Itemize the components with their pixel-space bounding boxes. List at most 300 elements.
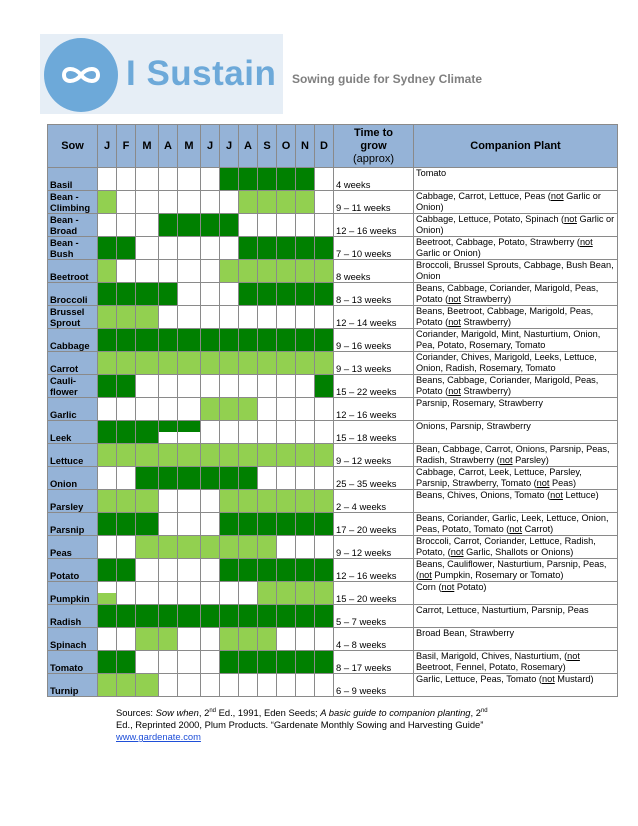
sowing-bar-dark bbox=[277, 605, 295, 616]
sowing-bar-dark bbox=[178, 421, 200, 432]
time-to-grow: 15 – 18 weeks bbox=[334, 421, 414, 444]
sowing-bar-dark bbox=[296, 513, 314, 524]
month-cell bbox=[136, 467, 159, 490]
header-companion-plant: Companion Plant bbox=[414, 125, 618, 168]
sowing-bar-light bbox=[220, 363, 238, 374]
month-cell bbox=[220, 283, 239, 306]
month-cell bbox=[178, 375, 201, 398]
month-cell bbox=[258, 582, 277, 605]
month-cell bbox=[136, 444, 159, 467]
sowing-bar-dark bbox=[98, 294, 116, 305]
time-to-grow: 9 – 12 weeks bbox=[334, 444, 414, 467]
plant-name: Bean - Bush bbox=[48, 237, 98, 260]
sowing-bar-dark bbox=[220, 214, 238, 225]
sowing-bar-light bbox=[315, 593, 333, 604]
month-cell bbox=[201, 605, 220, 628]
table-row bbox=[48, 444, 618, 467]
sowing-bar-dark bbox=[258, 179, 276, 190]
sowing-bar-light bbox=[258, 260, 276, 271]
sowing-bar-light bbox=[98, 202, 116, 213]
month-cell bbox=[201, 375, 220, 398]
month-cell bbox=[220, 329, 239, 352]
month-cell bbox=[220, 490, 239, 513]
month-cell bbox=[239, 628, 258, 651]
sowing-bar-light bbox=[239, 536, 257, 547]
sowing-bar-light bbox=[258, 593, 276, 604]
plant-name: Cauli- flower bbox=[48, 375, 98, 398]
month-cell bbox=[117, 283, 136, 306]
month-cell bbox=[258, 559, 277, 582]
sowing-bar-dark bbox=[277, 294, 295, 305]
month-cell bbox=[159, 651, 178, 674]
month-cell bbox=[220, 214, 239, 237]
header-month: J bbox=[98, 125, 117, 168]
sowing-bar-dark bbox=[117, 237, 135, 248]
month-cell bbox=[296, 421, 315, 444]
month-cell bbox=[239, 559, 258, 582]
sowing-bar-dark bbox=[315, 662, 333, 673]
sowing-bar-dark bbox=[98, 662, 116, 673]
header-time-line2: grow bbox=[360, 139, 387, 152]
sowing-bar-light bbox=[98, 490, 116, 501]
table-row bbox=[48, 168, 618, 191]
companion-plants: Garlic, Lettuce, Peas, Tomato (not Mustard) bbox=[414, 674, 618, 697]
sowing-bar-dark bbox=[98, 651, 116, 662]
sowing-bar-light bbox=[201, 547, 219, 558]
sowing-bar-dark bbox=[98, 421, 116, 432]
sowing-bar-dark bbox=[258, 605, 276, 616]
table-row bbox=[48, 651, 618, 674]
sowing-bar-light bbox=[258, 444, 276, 455]
plant-name: Parsnip bbox=[48, 513, 98, 536]
companion-plants: Coriander, Chives, Marigold, Leeks, Lettuce, Onion, Radish, Rosemary, Tomato bbox=[414, 352, 618, 375]
month-cell bbox=[239, 260, 258, 283]
table-row bbox=[48, 260, 618, 283]
table-row bbox=[48, 398, 618, 421]
companion-plants: Beans, Cabbage, Coriander, Marigold, Peas, Potato (not Strawberry) bbox=[414, 375, 618, 398]
table-row bbox=[48, 490, 618, 513]
month-cell bbox=[296, 283, 315, 306]
header-month: A bbox=[239, 125, 258, 168]
sowing-bar-dark bbox=[98, 329, 116, 340]
time-to-grow: 12 – 16 weeks bbox=[334, 559, 414, 582]
sowing-bar-light bbox=[258, 363, 276, 374]
month-cell bbox=[159, 628, 178, 651]
month-cell bbox=[201, 582, 220, 605]
sowing-bar-dark bbox=[98, 237, 116, 248]
month-cell bbox=[178, 513, 201, 536]
sowing-bar-dark bbox=[178, 467, 200, 478]
sowing-bar-dark bbox=[296, 283, 314, 294]
month-cell bbox=[315, 214, 334, 237]
month-cell bbox=[117, 214, 136, 237]
sowing-bar-dark bbox=[117, 524, 135, 535]
month-cell bbox=[296, 444, 315, 467]
sowing-bar-light bbox=[136, 306, 158, 317]
month-cell bbox=[159, 214, 178, 237]
month-cell bbox=[159, 375, 178, 398]
month-cell bbox=[296, 237, 315, 260]
month-cell bbox=[117, 467, 136, 490]
month-cell bbox=[220, 513, 239, 536]
plant-name: Basil bbox=[48, 168, 98, 191]
logo-badge bbox=[44, 38, 118, 112]
sowing-bar-light bbox=[296, 202, 314, 213]
sowing-bar-dark bbox=[159, 340, 177, 351]
sowing-bar-dark bbox=[315, 329, 333, 340]
sowing-bar-light bbox=[98, 352, 116, 363]
sowing-bar-dark bbox=[220, 168, 238, 179]
companion-plants: Bean, Cabbage, Carrot, Onions, Parsnip, Peas, Radish, Strawberry (not Parsley) bbox=[414, 444, 618, 467]
sources-sup: nd bbox=[209, 708, 216, 714]
sowing-bar-dark bbox=[277, 248, 295, 259]
month-cell bbox=[220, 651, 239, 674]
time-to-grow: 2 – 4 weeks bbox=[334, 490, 414, 513]
month-cell bbox=[296, 536, 315, 559]
sowing-bar-light bbox=[277, 455, 295, 466]
month-cell bbox=[98, 237, 117, 260]
sowing-bar-light bbox=[220, 501, 238, 512]
time-to-grow: 6 – 9 weeks bbox=[334, 674, 414, 697]
month-cell bbox=[220, 260, 239, 283]
month-cell bbox=[258, 191, 277, 214]
sowing-bar-dark bbox=[315, 513, 333, 524]
month-cell bbox=[258, 237, 277, 260]
month-cell bbox=[277, 329, 296, 352]
sowing-bar-light bbox=[201, 455, 219, 466]
month-cell bbox=[315, 628, 334, 651]
sowing-bar-dark bbox=[201, 467, 219, 478]
month-cell bbox=[178, 260, 201, 283]
month-cell bbox=[117, 559, 136, 582]
sowing-bar-light bbox=[296, 271, 314, 282]
sowing-bar-dark bbox=[239, 340, 257, 351]
sowing-bar-dark bbox=[220, 605, 238, 616]
month-cell bbox=[258, 444, 277, 467]
sowing-bar-light bbox=[239, 501, 257, 512]
sowing-bar-light bbox=[277, 593, 295, 604]
sowing-bar-dark bbox=[98, 616, 116, 627]
month-cell bbox=[178, 168, 201, 191]
sowing-bar-dark bbox=[98, 524, 116, 535]
month-cell bbox=[277, 444, 296, 467]
month-cell bbox=[315, 329, 334, 352]
sowing-bar-dark bbox=[159, 214, 177, 225]
companion-plants: Cabbage, Carrot, Leek, Lettuce, Parsley, Parsnip, Strawberry, Tomato (not Peas) bbox=[414, 467, 618, 490]
month-cell bbox=[178, 651, 201, 674]
sowing-bar-dark bbox=[117, 329, 135, 340]
sowing-bar-light bbox=[296, 444, 314, 455]
sowing-bar-dark bbox=[296, 340, 314, 351]
sowing-bar-dark bbox=[239, 616, 257, 627]
sowing-bar-dark bbox=[117, 375, 135, 386]
month-cell bbox=[239, 421, 258, 444]
sowing-bar-dark bbox=[239, 467, 257, 478]
sowing-bar-light bbox=[277, 352, 295, 363]
sources-sup: nd bbox=[480, 708, 488, 714]
table-row bbox=[48, 214, 618, 237]
month-cell bbox=[277, 536, 296, 559]
sowing-bar-dark bbox=[117, 651, 135, 662]
sowing-bar-light bbox=[159, 363, 177, 374]
sowing-bar-light bbox=[220, 444, 238, 455]
page-subtitle: Sowing guide for Sydney Climate bbox=[292, 72, 483, 86]
month-cell bbox=[315, 352, 334, 375]
sowing-bar-dark bbox=[178, 329, 200, 340]
sowing-bar-dark bbox=[136, 421, 158, 432]
sowing-bar-light bbox=[117, 363, 135, 374]
sowing-bar-light bbox=[117, 444, 135, 455]
month-cell bbox=[201, 444, 220, 467]
sowing-bar-dark bbox=[220, 662, 238, 673]
time-to-grow: 12 – 16 weeks bbox=[334, 398, 414, 421]
sowing-bar-light bbox=[277, 582, 295, 593]
sowing-bar-dark bbox=[315, 524, 333, 535]
sowing-bar-dark bbox=[239, 179, 257, 190]
sowing-bar-dark bbox=[315, 248, 333, 259]
header-month: J bbox=[220, 125, 239, 168]
sowing-bar-light bbox=[117, 501, 135, 512]
time-to-grow: 9 – 16 weeks bbox=[334, 329, 414, 352]
sowing-bar-dark bbox=[296, 651, 314, 662]
sowing-bar-dark bbox=[98, 432, 116, 443]
month-cell bbox=[220, 398, 239, 421]
table-row bbox=[48, 513, 618, 536]
header-month: D bbox=[315, 125, 334, 168]
month-cell bbox=[117, 490, 136, 513]
sowing-bar-light bbox=[277, 202, 295, 213]
sowing-bar-light bbox=[220, 536, 238, 547]
time-to-grow: 15 – 20 weeks bbox=[334, 582, 414, 605]
month-cell bbox=[136, 513, 159, 536]
month-cell bbox=[178, 191, 201, 214]
month-cell bbox=[296, 628, 315, 651]
month-cell bbox=[98, 168, 117, 191]
sowing-bar-light bbox=[136, 674, 158, 685]
companion-plants: Carrot, Lettuce, Nasturtium, Parsnip, Peas bbox=[414, 605, 618, 628]
month-cell bbox=[277, 214, 296, 237]
sowing-bar-dark bbox=[258, 294, 276, 305]
sowing-bar-light bbox=[117, 490, 135, 501]
sowing-bar-dark bbox=[98, 513, 116, 524]
sowing-bar-light bbox=[98, 260, 116, 271]
sowing-bar-light bbox=[98, 363, 116, 374]
month-cell bbox=[296, 490, 315, 513]
sowing-bar-light bbox=[117, 352, 135, 363]
sowing-bar-dark bbox=[136, 478, 158, 489]
sowing-bar-dark bbox=[220, 524, 238, 535]
sowing-bar-dark bbox=[258, 570, 276, 581]
sowing-bar-dark bbox=[220, 340, 238, 351]
sowing-bar-light bbox=[296, 260, 314, 271]
sowing-bar-dark bbox=[117, 421, 135, 432]
month-cell bbox=[201, 260, 220, 283]
month-cell bbox=[159, 674, 178, 697]
sowing-bar-dark bbox=[117, 283, 135, 294]
sowing-bar-dark bbox=[277, 559, 295, 570]
sowing-bar-dark bbox=[296, 616, 314, 627]
sowing-bar-light bbox=[277, 363, 295, 374]
month-cell bbox=[178, 605, 201, 628]
sowing-bar-light bbox=[258, 490, 276, 501]
month-cell bbox=[258, 674, 277, 697]
month-cell bbox=[178, 467, 201, 490]
month-cell bbox=[98, 605, 117, 628]
sowing-bar-dark bbox=[98, 605, 116, 616]
month-cell bbox=[296, 329, 315, 352]
month-cell bbox=[220, 421, 239, 444]
month-cell bbox=[178, 628, 201, 651]
sowing-bar-dark bbox=[220, 513, 238, 524]
month-cell bbox=[258, 628, 277, 651]
month-cell bbox=[178, 283, 201, 306]
month-cell bbox=[220, 237, 239, 260]
sowing-bar-dark bbox=[277, 329, 295, 340]
month-cell bbox=[239, 168, 258, 191]
plant-name: Onion bbox=[48, 467, 98, 490]
header-month: M bbox=[178, 125, 201, 168]
table-row bbox=[48, 375, 618, 398]
sowing-bar-light bbox=[258, 202, 276, 213]
month-cell bbox=[136, 352, 159, 375]
month-cell bbox=[315, 306, 334, 329]
month-cell bbox=[117, 513, 136, 536]
gardenate-link[interactable]: www.gardenate.com bbox=[116, 731, 201, 743]
month-cell bbox=[178, 444, 201, 467]
sowing-bar-dark bbox=[220, 179, 238, 190]
month-cell bbox=[315, 674, 334, 697]
month-cell bbox=[159, 513, 178, 536]
sowing-bar-light bbox=[201, 444, 219, 455]
month-cell bbox=[117, 674, 136, 697]
sowing-bar-dark bbox=[159, 478, 177, 489]
sowing-bar-light bbox=[239, 271, 257, 282]
month-cell bbox=[239, 513, 258, 536]
month-cell bbox=[239, 444, 258, 467]
month-cell bbox=[98, 536, 117, 559]
sowing-bar-light bbox=[239, 490, 257, 501]
month-cell bbox=[159, 444, 178, 467]
sowing-bar-light bbox=[277, 490, 295, 501]
month-cell bbox=[239, 237, 258, 260]
month-cell bbox=[258, 398, 277, 421]
sowing-bar-light bbox=[296, 490, 314, 501]
month-cell bbox=[136, 605, 159, 628]
sowing-bar-light bbox=[98, 317, 116, 328]
sowing-bar-dark bbox=[277, 179, 295, 190]
sowing-bar-light bbox=[296, 582, 314, 593]
sowing-bar-dark bbox=[136, 294, 158, 305]
month-cell bbox=[117, 191, 136, 214]
sources-title-companion: A basic guide to companion planting bbox=[320, 707, 471, 719]
sowing-bar-light bbox=[159, 628, 177, 639]
month-cell bbox=[239, 398, 258, 421]
table-row bbox=[48, 536, 618, 559]
sowing-bar-dark bbox=[117, 605, 135, 616]
sowing-bar-light bbox=[98, 455, 116, 466]
sowing-bar-light bbox=[220, 490, 238, 501]
sowing-bar-light bbox=[136, 536, 158, 547]
month-cell bbox=[296, 559, 315, 582]
sowing-bar-dark bbox=[296, 237, 314, 248]
month-cell bbox=[136, 375, 159, 398]
month-cell bbox=[201, 559, 220, 582]
month-cell bbox=[277, 467, 296, 490]
header-time-to-grow bbox=[334, 125, 414, 168]
sowing-bar-light bbox=[220, 398, 238, 409]
month-cell bbox=[239, 214, 258, 237]
sowing-bar-dark bbox=[315, 375, 333, 386]
month-cell bbox=[201, 513, 220, 536]
month-cell bbox=[178, 559, 201, 582]
sowing-bar-dark bbox=[277, 513, 295, 524]
sowing-bar-dark bbox=[277, 651, 295, 662]
sowing-bar-light bbox=[258, 352, 276, 363]
sowing-bar-dark bbox=[239, 329, 257, 340]
month-cell bbox=[117, 536, 136, 559]
sowing-bar-light bbox=[159, 352, 177, 363]
companion-plants: Onions, Parsnip, Strawberry bbox=[414, 421, 618, 444]
sowing-bar-dark bbox=[178, 616, 200, 627]
month-cell bbox=[117, 260, 136, 283]
sowing-bar-dark bbox=[277, 168, 295, 179]
sowing-bar-dark bbox=[98, 340, 116, 351]
month-cell bbox=[98, 191, 117, 214]
month-cell bbox=[201, 674, 220, 697]
month-cell bbox=[296, 513, 315, 536]
sowing-bar-dark bbox=[178, 340, 200, 351]
sowing-bar-light bbox=[136, 628, 158, 639]
time-to-grow: 12 – 14 weeks bbox=[334, 306, 414, 329]
sowing-bar-light bbox=[277, 191, 295, 202]
time-to-grow: 5 – 7 weeks bbox=[334, 605, 414, 628]
companion-plants: Cabbage, Carrot, Lettuce, Peas (not Garlic or Onion) bbox=[414, 191, 618, 214]
month-cell bbox=[178, 536, 201, 559]
sowing-bar-light bbox=[178, 455, 200, 466]
sowing-bar-dark bbox=[239, 294, 257, 305]
month-cell bbox=[220, 536, 239, 559]
month-cell bbox=[136, 559, 159, 582]
month-cell bbox=[315, 375, 334, 398]
plant-name: Pumpkin bbox=[48, 582, 98, 605]
sowing-bar-light bbox=[117, 685, 135, 696]
sowing-bar-dark bbox=[277, 616, 295, 627]
month-cell bbox=[98, 490, 117, 513]
month-cell bbox=[258, 513, 277, 536]
sowing-bar-dark bbox=[178, 478, 200, 489]
month-cell bbox=[258, 352, 277, 375]
companion-plants: Beans, Cabbage, Coriander, Marigold, Peas, Potato (not Strawberry) bbox=[414, 283, 618, 306]
plant-name: Brussel Sprout bbox=[48, 306, 98, 329]
month-cell bbox=[315, 490, 334, 513]
month-cell bbox=[159, 398, 178, 421]
month-cell bbox=[220, 628, 239, 651]
sowing-bar-dark bbox=[239, 168, 257, 179]
month-cell bbox=[178, 306, 201, 329]
month-cell bbox=[201, 191, 220, 214]
month-cell bbox=[159, 536, 178, 559]
sowing-bar-dark bbox=[296, 605, 314, 616]
brand-name: I Sustain bbox=[126, 54, 277, 93]
month-cell bbox=[159, 306, 178, 329]
month-cell bbox=[201, 398, 220, 421]
month-cell bbox=[296, 191, 315, 214]
month-cell bbox=[315, 421, 334, 444]
sowing-bar-light bbox=[258, 191, 276, 202]
month-cell bbox=[136, 674, 159, 697]
month-cell bbox=[239, 352, 258, 375]
plant-name: Bean - Broad bbox=[48, 214, 98, 237]
